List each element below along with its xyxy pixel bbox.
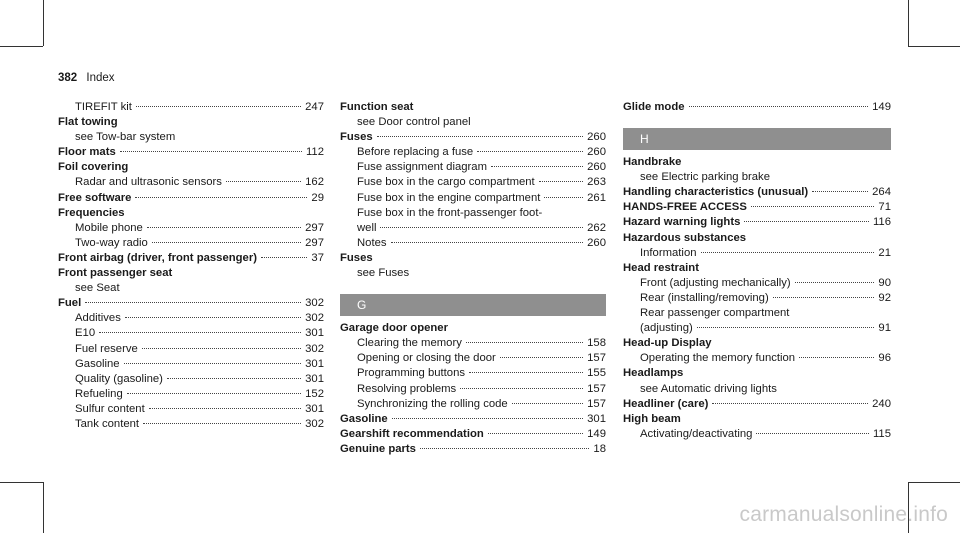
- index-entry: [340, 321, 606, 336]
- entry-term: Additives: [75, 312, 121, 325]
- dot-leader: [466, 342, 583, 343]
- index-entry: [340, 100, 606, 115]
- index-entry: [58, 145, 324, 160]
- entry-term: Resolving problems: [357, 382, 457, 395]
- index-entry: [623, 231, 891, 246]
- page-reference: 302: [305, 312, 324, 325]
- index-subentry: [340, 366, 606, 381]
- index-subentry: [58, 326, 324, 341]
- entry-term: Two-way radio: [75, 236, 148, 249]
- crop-mark: [908, 0, 909, 46]
- page-reference: 260: [587, 236, 606, 249]
- letter-heading-h: H: [623, 128, 891, 150]
- index-entry: [58, 115, 324, 130]
- entry-term: Notes: [357, 236, 387, 249]
- page-reference: 91: [878, 322, 891, 335]
- index-subentry: [340, 160, 606, 175]
- entry-term: Activating/deactivating: [640, 427, 753, 440]
- entry-term: Headliner (care): [623, 397, 709, 410]
- entry-term: Headlamps: [623, 367, 684, 380]
- entry-term: Head-up Display: [623, 337, 712, 350]
- entry-term: HANDS-FREE ACCESS: [623, 201, 747, 214]
- index-entry: [623, 366, 891, 381]
- index-entry: [58, 206, 324, 221]
- entry-term: Garage door opener: [340, 322, 448, 335]
- dot-leader: [125, 317, 301, 318]
- entry-term: Front (adjusting mechanically): [640, 276, 791, 289]
- entry-term: Fuel: [58, 297, 82, 310]
- index-entry: [340, 130, 606, 145]
- crop-mark: [0, 46, 43, 47]
- entry-term: Fuse box in the engine compartment: [357, 191, 541, 204]
- index-column-3: [623, 100, 891, 442]
- index-subentry: [623, 427, 891, 442]
- index-cross-reference: see Seat: [75, 282, 120, 295]
- index-entry: [623, 200, 891, 215]
- dot-leader: [149, 408, 301, 409]
- dot-leader: [135, 197, 307, 198]
- dot-leader: [143, 423, 301, 424]
- entry-term: Hazardous substances: [623, 231, 747, 244]
- index-entry: [623, 100, 891, 115]
- page-reference: 301: [305, 327, 324, 340]
- page-reference: 302: [305, 417, 324, 430]
- dot-leader: [377, 136, 583, 137]
- page-reference: 115: [872, 427, 891, 440]
- index-entry: [58, 191, 324, 206]
- entry-term: Before replacing a fuse: [357, 146, 474, 159]
- index-entry: [58, 160, 324, 175]
- page-reference: 264: [872, 186, 891, 199]
- page-reference: 96: [878, 352, 891, 365]
- entry-term: Gasoline: [340, 412, 388, 425]
- index-subentry: [623, 291, 891, 306]
- page-reference: 162: [305, 176, 324, 189]
- page-reference: 302: [305, 342, 324, 355]
- index-subentry: [58, 357, 324, 372]
- crop-mark: [43, 0, 44, 46]
- page-reference: 90: [878, 276, 891, 289]
- page-reference: 247: [305, 101, 324, 113]
- entry-term: Frequencies: [58, 206, 125, 219]
- index-subentry: [58, 342, 324, 357]
- index-entry: [340, 251, 606, 266]
- dot-leader: [697, 327, 875, 328]
- dot-leader: [812, 191, 868, 192]
- crop-mark: [908, 46, 960, 47]
- dot-leader: [500, 357, 583, 358]
- page-reference: 112: [305, 146, 324, 159]
- entry-term: TIREFIT kit: [75, 101, 132, 113]
- page-reference: 157: [587, 397, 606, 410]
- entry-term: Tank content: [75, 417, 140, 430]
- dot-leader: [124, 363, 302, 364]
- entry-term: Refueling: [75, 387, 123, 400]
- page-reference: 116: [872, 216, 891, 229]
- dot-leader: [799, 357, 874, 358]
- dot-leader: [85, 302, 301, 303]
- section-title: Index: [86, 72, 115, 84]
- dot-leader: [491, 166, 583, 167]
- dot-leader: [756, 433, 869, 434]
- index-subentry: [340, 397, 606, 412]
- dot-leader: [477, 151, 583, 152]
- page-reference: 260: [587, 146, 606, 159]
- entry-term: Mobile phone: [75, 221, 143, 234]
- crop-mark: [908, 482, 960, 483]
- index-subentry: [340, 336, 606, 351]
- page-reference: 301: [305, 357, 324, 370]
- page-reference: 301: [305, 372, 324, 385]
- page-reference: 152: [305, 387, 324, 400]
- entry-term: Handling characteristics (unusual): [623, 186, 809, 199]
- index-cross-reference: see Fuses: [357, 267, 410, 280]
- index-entry: [623, 215, 891, 230]
- index-subentry: [623, 321, 891, 336]
- page-reference: 149: [587, 427, 606, 440]
- dot-leader: [391, 242, 584, 243]
- watermark: carmanualsonline.info: [739, 503, 948, 526]
- entry-term: E10: [75, 327, 96, 340]
- index-entry: [58, 251, 324, 266]
- entry-term: Head restraint: [623, 261, 699, 274]
- dot-leader: [751, 206, 875, 207]
- crop-mark: [43, 482, 44, 533]
- entry-term: Flat towing: [58, 116, 118, 129]
- page-reference: 260: [587, 131, 606, 144]
- index-subentry: [58, 175, 324, 190]
- entry-term: (adjusting): [640, 322, 693, 335]
- dot-leader: [167, 378, 301, 379]
- page-reference: 21: [878, 246, 891, 259]
- page-reference: 37: [311, 251, 324, 264]
- dot-leader: [420, 448, 589, 449]
- index-subentry: [58, 402, 324, 417]
- entry-term: Information: [640, 246, 697, 259]
- dot-leader: [392, 418, 583, 419]
- letter-heading-g: G: [340, 294, 606, 316]
- page-number: 382: [58, 72, 78, 84]
- dot-leader: [773, 297, 875, 298]
- entry-term: Hazard warning lights: [623, 216, 741, 229]
- index-cross-reference: Rear passenger compartment: [640, 307, 790, 320]
- dot-leader: [488, 433, 583, 434]
- page-reference: 263: [587, 176, 606, 189]
- dot-leader: [226, 181, 301, 182]
- entry-term: Programming buttons: [357, 367, 465, 380]
- index-entry: [623, 261, 891, 276]
- dot-leader: [120, 151, 302, 152]
- dot-leader: [701, 252, 875, 253]
- index-cross-reference: see Automatic driving lights: [640, 382, 777, 395]
- index-subentry: [340, 191, 606, 206]
- dot-leader: [380, 227, 583, 228]
- index-subentry: [58, 100, 324, 115]
- page-reference: 157: [587, 352, 606, 365]
- entry-term: Front passenger seat: [58, 267, 173, 280]
- index-subentry: [58, 417, 324, 432]
- index-entry: [623, 397, 891, 412]
- page-reference: 155: [587, 367, 606, 380]
- index-entry: [623, 412, 891, 427]
- page-header: [58, 72, 115, 84]
- dot-leader: [744, 221, 869, 222]
- entry-term: Gasoline: [75, 357, 120, 370]
- index-entry: [58, 266, 324, 281]
- dot-leader: [147, 227, 301, 228]
- dot-leader: [142, 348, 301, 349]
- index-subentry: [58, 387, 324, 402]
- entry-term: Radar and ultrasonic sensors: [75, 176, 222, 189]
- index-subentry: [58, 236, 324, 251]
- index-subentry: [623, 246, 891, 261]
- index-subentry: [340, 236, 606, 251]
- index-subentry: [340, 175, 606, 190]
- page-reference: 92: [878, 291, 891, 304]
- page-reference: 149: [872, 101, 891, 113]
- index-column-2: [340, 100, 606, 457]
- page-reference: 302: [305, 297, 324, 310]
- dot-leader: [152, 242, 301, 243]
- entry-term: Clearing the memory: [357, 337, 462, 350]
- index-subentry: [340, 351, 606, 366]
- index-entry: [340, 427, 606, 442]
- entry-term: High beam: [623, 412, 681, 425]
- page-reference: 297: [305, 236, 324, 249]
- index-subentry: [623, 351, 891, 366]
- entry-term: Free software: [58, 191, 132, 204]
- index-subentry: [58, 221, 324, 236]
- entry-term: Gearshift recommendation: [340, 427, 484, 440]
- page-reference: 71: [878, 201, 891, 214]
- page-reference: 18: [593, 442, 606, 455]
- entry-term: Foil covering: [58, 161, 129, 174]
- dot-leader: [469, 372, 583, 373]
- page-reference: 260: [587, 161, 606, 174]
- page-reference: 29: [311, 191, 324, 204]
- index-column-1: [58, 100, 324, 432]
- index-subentry: [340, 382, 606, 397]
- entry-term: Operating the memory function: [640, 352, 796, 365]
- page-reference: 261: [587, 191, 606, 204]
- entry-term: Opening or closing the door: [357, 352, 496, 365]
- index-entry: [623, 336, 891, 351]
- page-reference: 262: [587, 221, 606, 234]
- entry-term: Sulfur content: [75, 402, 145, 415]
- dot-leader: [99, 332, 301, 333]
- index-entry: [623, 185, 891, 200]
- dot-leader: [512, 403, 583, 404]
- entry-term: Fuses: [340, 251, 373, 264]
- entry-term: Fuse assignment diagram: [357, 161, 487, 174]
- dot-leader: [460, 388, 583, 389]
- index-entry: [340, 412, 606, 427]
- index-entry: [623, 155, 891, 170]
- index-subentry: [58, 372, 324, 387]
- page-reference: 158: [587, 337, 606, 350]
- crop-mark: [0, 482, 43, 483]
- entry-term: Handbrake: [623, 156, 682, 169]
- page-reference: 301: [305, 402, 324, 415]
- index-subentry: [58, 311, 324, 326]
- entry-term: Glide mode: [623, 101, 685, 113]
- entry-term: Fuses: [340, 131, 373, 144]
- dot-leader: [795, 282, 875, 283]
- index-entry: [340, 442, 606, 457]
- page-reference: 240: [872, 397, 891, 410]
- page-reference: 301: [587, 412, 606, 425]
- entry-term: Genuine parts: [340, 442, 416, 455]
- entry-term: Front airbag (driver, front passenger): [58, 251, 257, 264]
- index-subentry: [340, 221, 606, 236]
- index-cross-reference: see Door control panel: [357, 116, 471, 129]
- index-entry: [58, 296, 324, 311]
- entry-term: well: [357, 221, 377, 234]
- entry-term: Rear (installing/removing): [640, 291, 769, 304]
- index-subentry: [340, 145, 606, 160]
- dot-leader: [127, 393, 301, 394]
- dot-leader: [544, 197, 583, 198]
- entry-term: Function seat: [340, 101, 414, 113]
- dot-leader: [689, 106, 869, 107]
- page-reference: 297: [305, 221, 324, 234]
- entry-term: Fuel reserve: [75, 342, 138, 355]
- page-reference: 157: [587, 382, 606, 395]
- index-cross-reference: Fuse box in the front-passenger foot-: [357, 206, 543, 219]
- dot-leader: [712, 403, 868, 404]
- index-cross-reference: see Tow-bar system: [75, 131, 176, 144]
- entry-term: Fuse box in the cargo compartment: [357, 176, 535, 189]
- dot-leader: [539, 181, 583, 182]
- dot-leader: [261, 257, 307, 258]
- entry-term: Synchronizing the rolling code: [357, 397, 508, 410]
- index-cross-reference: see Electric parking brake: [640, 171, 770, 184]
- dot-leader: [136, 106, 301, 107]
- entry-term: Floor mats: [58, 146, 116, 159]
- index-subentry: [623, 276, 891, 291]
- entry-term: Quality (gasoline): [75, 372, 163, 385]
